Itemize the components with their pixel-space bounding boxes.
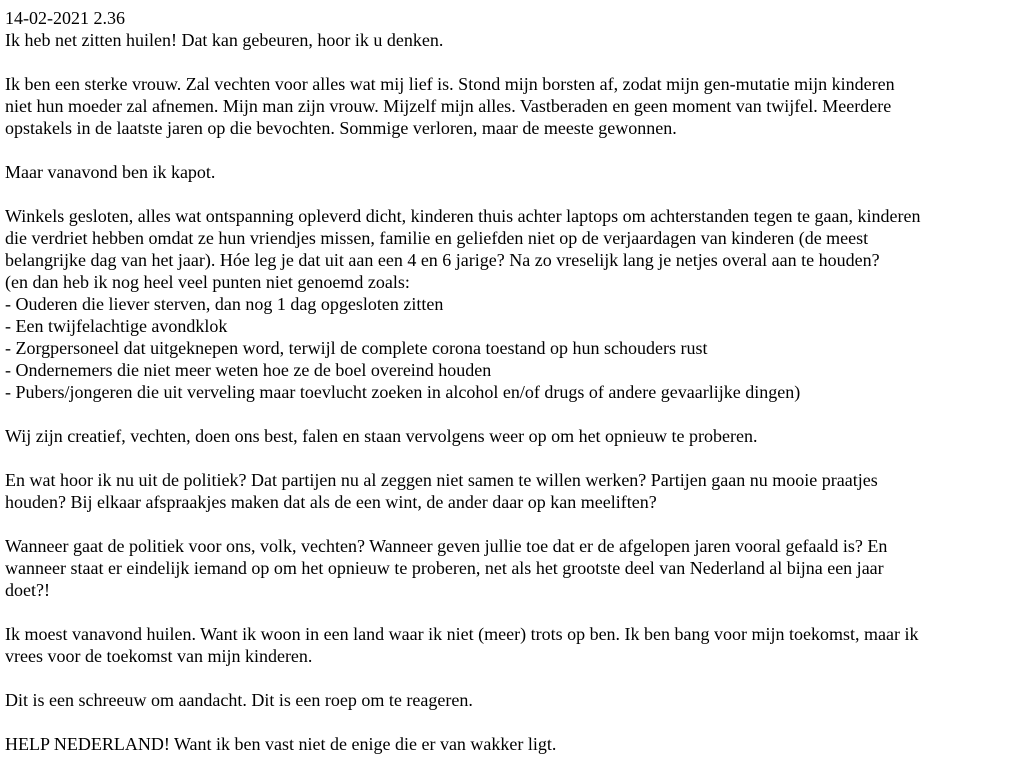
paragraph-line: niet hun moeder zal afnemen. Mijn man zijn vrouw. Mijzelf mijn alles. Vastberaden en geen moment van twijfel. Meerdere — [5, 96, 892, 116]
paragraph-line: Ik ben een sterke vrouw. Zal vechten voor alles wat mij lief is. Stond mijn borsten af, zodat mijn gen-mutatie mijn kinderen — [5, 74, 895, 94]
paragraph-line: Wij zijn creatief, vechten, doen ons best, falen en staan vervolgens weer op om het opnieuw te proberen. — [5, 426, 758, 446]
paragraph-line: die verdriet hebben omdat ze hun vriendjes missen, familie en geliefden niet op de verjaardagen van kinderen (de meest — [5, 228, 869, 248]
list-item: - Een twijfelachtige avondklok — [5, 316, 228, 336]
timestamp: 14-02-2021 2.36 — [5, 8, 125, 28]
paragraph-line: Wanneer gaat de politiek voor ons, volk, vechten? Wanneer geven jullie toe dat er de afgelopen jaren vooral gefaald is? En — [5, 536, 888, 556]
paragraph — [5, 535, 1014, 601]
paragraph — [5, 469, 1014, 513]
paragraph — [5, 689, 1014, 711]
paragraph — [5, 425, 1014, 447]
bullet-list — [5, 293, 1014, 403]
opening-line: Ik heb net zitten huilen! Dat kan gebeuren, hoor ik u denken. — [5, 30, 444, 50]
paragraph — [5, 733, 1014, 755]
paragraph-line: Winkels gesloten, alles wat ontspanning opleverd dicht, kinderen thuis achter laptops om achterstanden tegen te gaan, kinderen — [5, 206, 921, 226]
paragraph — [5, 623, 1014, 667]
paragraph-line: Dit is een schreeuw om aandacht. Dit is een roep om te reageren. — [5, 690, 473, 710]
list-item: - Ouderen die liever sterven, dan nog 1 dag opgesloten zitten — [5, 294, 444, 314]
post-header — [5, 7, 1014, 51]
list-item: - Ondernemers die niet meer weten hoe ze de boel overeind houden — [5, 360, 492, 380]
paragraph-line: En wat hoor ik nu uit de politiek? Dat partijen nu al zeggen niet samen te willen werken? Partijen gaan nu mooie praatjes — [5, 470, 878, 490]
paragraph-line: Maar vanavond ben ik kapot. — [5, 162, 216, 182]
paragraph-line: opstakels in de laatste jaren op die bevochten. Sommige verloren, maar de meeste gewonnen. — [5, 118, 677, 138]
paragraph-line: vrees voor de toekomst van mijn kinderen. — [5, 646, 313, 666]
paragraph-line: HELP NEDERLAND! Want ik ben vast niet de enige die er van wakker ligt. — [5, 734, 557, 754]
paragraph-line: belangrijke dag van het jaar). Hóe leg je dat uit aan een 4 en 6 jarige? Na zo vreselijk lang je netjes overal aan te houden? — [5, 250, 880, 270]
paragraph-line: houden? Bij elkaar afspraakjes maken dat als de een wint, de ander daar op kan meeliften? — [5, 492, 657, 512]
paragraph-line: Ik moest vanavond huilen. Want ik woon in een land waar ik niet (meer) trots op ben. Ik ben bang voor mijn toekomst, maar ik — [5, 624, 919, 644]
paragraph-line: wanneer staat er eindelijk iemand op om het opnieuw te proberen, net als het grootste deel van Nederland al bijna een jaar — [5, 558, 884, 578]
paragraph-line: (en dan heb ik nog heel veel punten niet genoemd zoals: — [5, 272, 410, 292]
paragraph — [5, 73, 1014, 139]
paragraph-line: doet?! — [5, 580, 50, 600]
paragraph — [5, 205, 1014, 403]
list-item: - Zorgpersoneel dat uitgeknepen word, terwijl de complete corona toestand op hun schouders rust — [5, 338, 708, 358]
paragraph — [5, 161, 1014, 183]
list-item: - Pubers/jongeren die uit verveling maar toevlucht zoeken in alcohol en/of drugs of andere gevaarlijke dingen) — [5, 382, 801, 402]
